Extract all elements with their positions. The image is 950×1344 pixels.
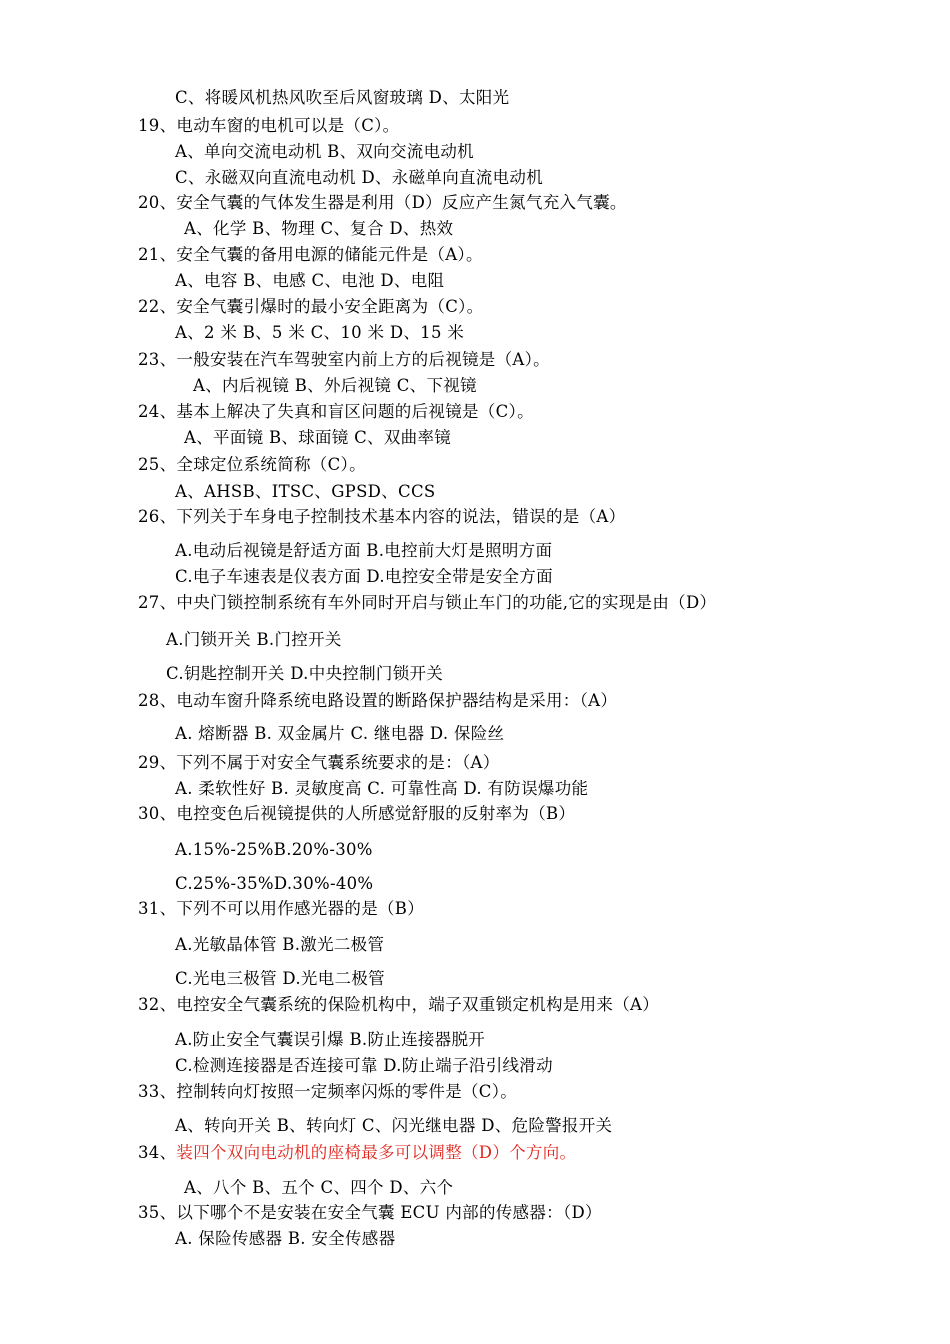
option-line: A.15%-25%B.20%-30% [175,840,373,859]
question-number: 34、 [138,1143,177,1162]
option-line: A、电容 B、电感 C、电池 D、电阻 [175,271,445,290]
option-line: C.光电三极管 D.光电二极管 [175,969,385,988]
option-line: C.检测连接器是否连接可靠 D.防止端子沿引线滑动 [175,1056,553,1075]
option-line: A、化学 B、物理 C、复合 D、热效 [184,219,454,238]
question-22: 22、安全气囊引爆时的最小安全距离为（C）。 [138,297,484,316]
question-19: 19、电动车窗的电机可以是（C）。 [138,116,400,135]
question-33: 33、控制转向灯按照一定频率闪烁的零件是（C）。 [138,1082,518,1101]
option-line: C.25%-35%D.30%-40% [175,874,374,893]
question-21: 21、安全气囊的备用电源的储能元件是（A）。 [138,245,483,264]
question-20: 20、安全气囊的气体发生器是利用（D）反应产生氮气充入气囊。 [138,193,627,212]
question-29: 29、下列不属于对安全气囊系统要求的是：（A） [138,753,500,772]
option-line: A.门锁开关 B.门控开关 [166,630,342,649]
question-27: 27、中央门锁控制系统有车外同时开启与锁止车门的功能,它的实现是由（D） [138,593,717,612]
option-line: A、单向交流电动机 B、双向交流电动机 [175,142,474,161]
option-line: A. 熔断器 B. 双金属片 C. 继电器 D. 保险丝 [175,724,505,743]
option-line: A、八个 B、五个 C、四个 D、六个 [184,1178,454,1197]
option-line: A.光敏晶体管 B.激光二极管 [175,935,385,954]
question-28: 28、电动车窗升降系统电路设置的断路保护器结构是采用：（A） [138,691,618,710]
option-line: A.防止安全气囊误引爆 B.防止连接器脱开 [175,1030,486,1049]
option-line: A.电动后视镜是舒适方面 B.电控前大灯是照明方面 [175,541,553,560]
option-line: C.电子车速表是仪表方面 D.电控安全带是安全方面 [175,567,553,586]
question-31: 31、下列不可以用作感光器的是（B） [138,899,425,918]
question-26: 26、下列关于车身电子控制技术基本内容的说法，错误的是（A） [138,507,626,526]
option-line: C、永磁双向直流电动机 D、永磁单向直流电动机 [175,168,543,187]
option-line: C、将暖风机热风吹至后风窗玻璃 D、太阳光 [175,88,510,107]
highlighted-question-text: 装四个双向电动机的座椅最多可以调整（D）个方向。 [176,1143,577,1162]
option-line: A、平面镜 B、球面镜 C、双曲率镜 [184,428,452,447]
option-line: C.钥匙控制开关 D.中央控制门锁开关 [166,664,444,683]
option-line: A、AHSB、ITSC、GPSD、CCS [175,482,436,501]
question-23: 23、一般安装在汽车驾驶室内前上方的后视镜是（A）。 [138,350,550,369]
question-34 [138,1143,576,1163]
question-25: 25、全球定位系统简称（C）。 [138,455,366,474]
question-32: 32、电控安全气囊系统的保险机构中，端子双重锁定机构是用来（A） [138,995,660,1014]
option-line: A. 柔软性好 B. 灵敏度高 C. 可靠性高 D. 有防误爆功能 [175,779,589,798]
option-line: A、内后视镜 B、外后视镜 C、下视镜 [193,376,477,395]
option-line: A、转向开关 B、转向灯 C、闪光继电器 D、危险警报开关 [175,1116,613,1135]
question-24: 24、基本上解决了失真和盲区问题的后视镜是（C）。 [138,402,534,421]
question-35: 35、以下哪个不是安装在安全气囊 ECU 内部的传感器：（D） [138,1203,602,1222]
option-line: A. 保险传感器 B. 安全传感器 [175,1229,396,1248]
question-30: 30、电控变色后视镜提供的人所感觉舒服的反射率为（B） [138,804,576,823]
option-line: A、2 米 B、5 米 C、10 米 D、15 米 [175,323,465,342]
